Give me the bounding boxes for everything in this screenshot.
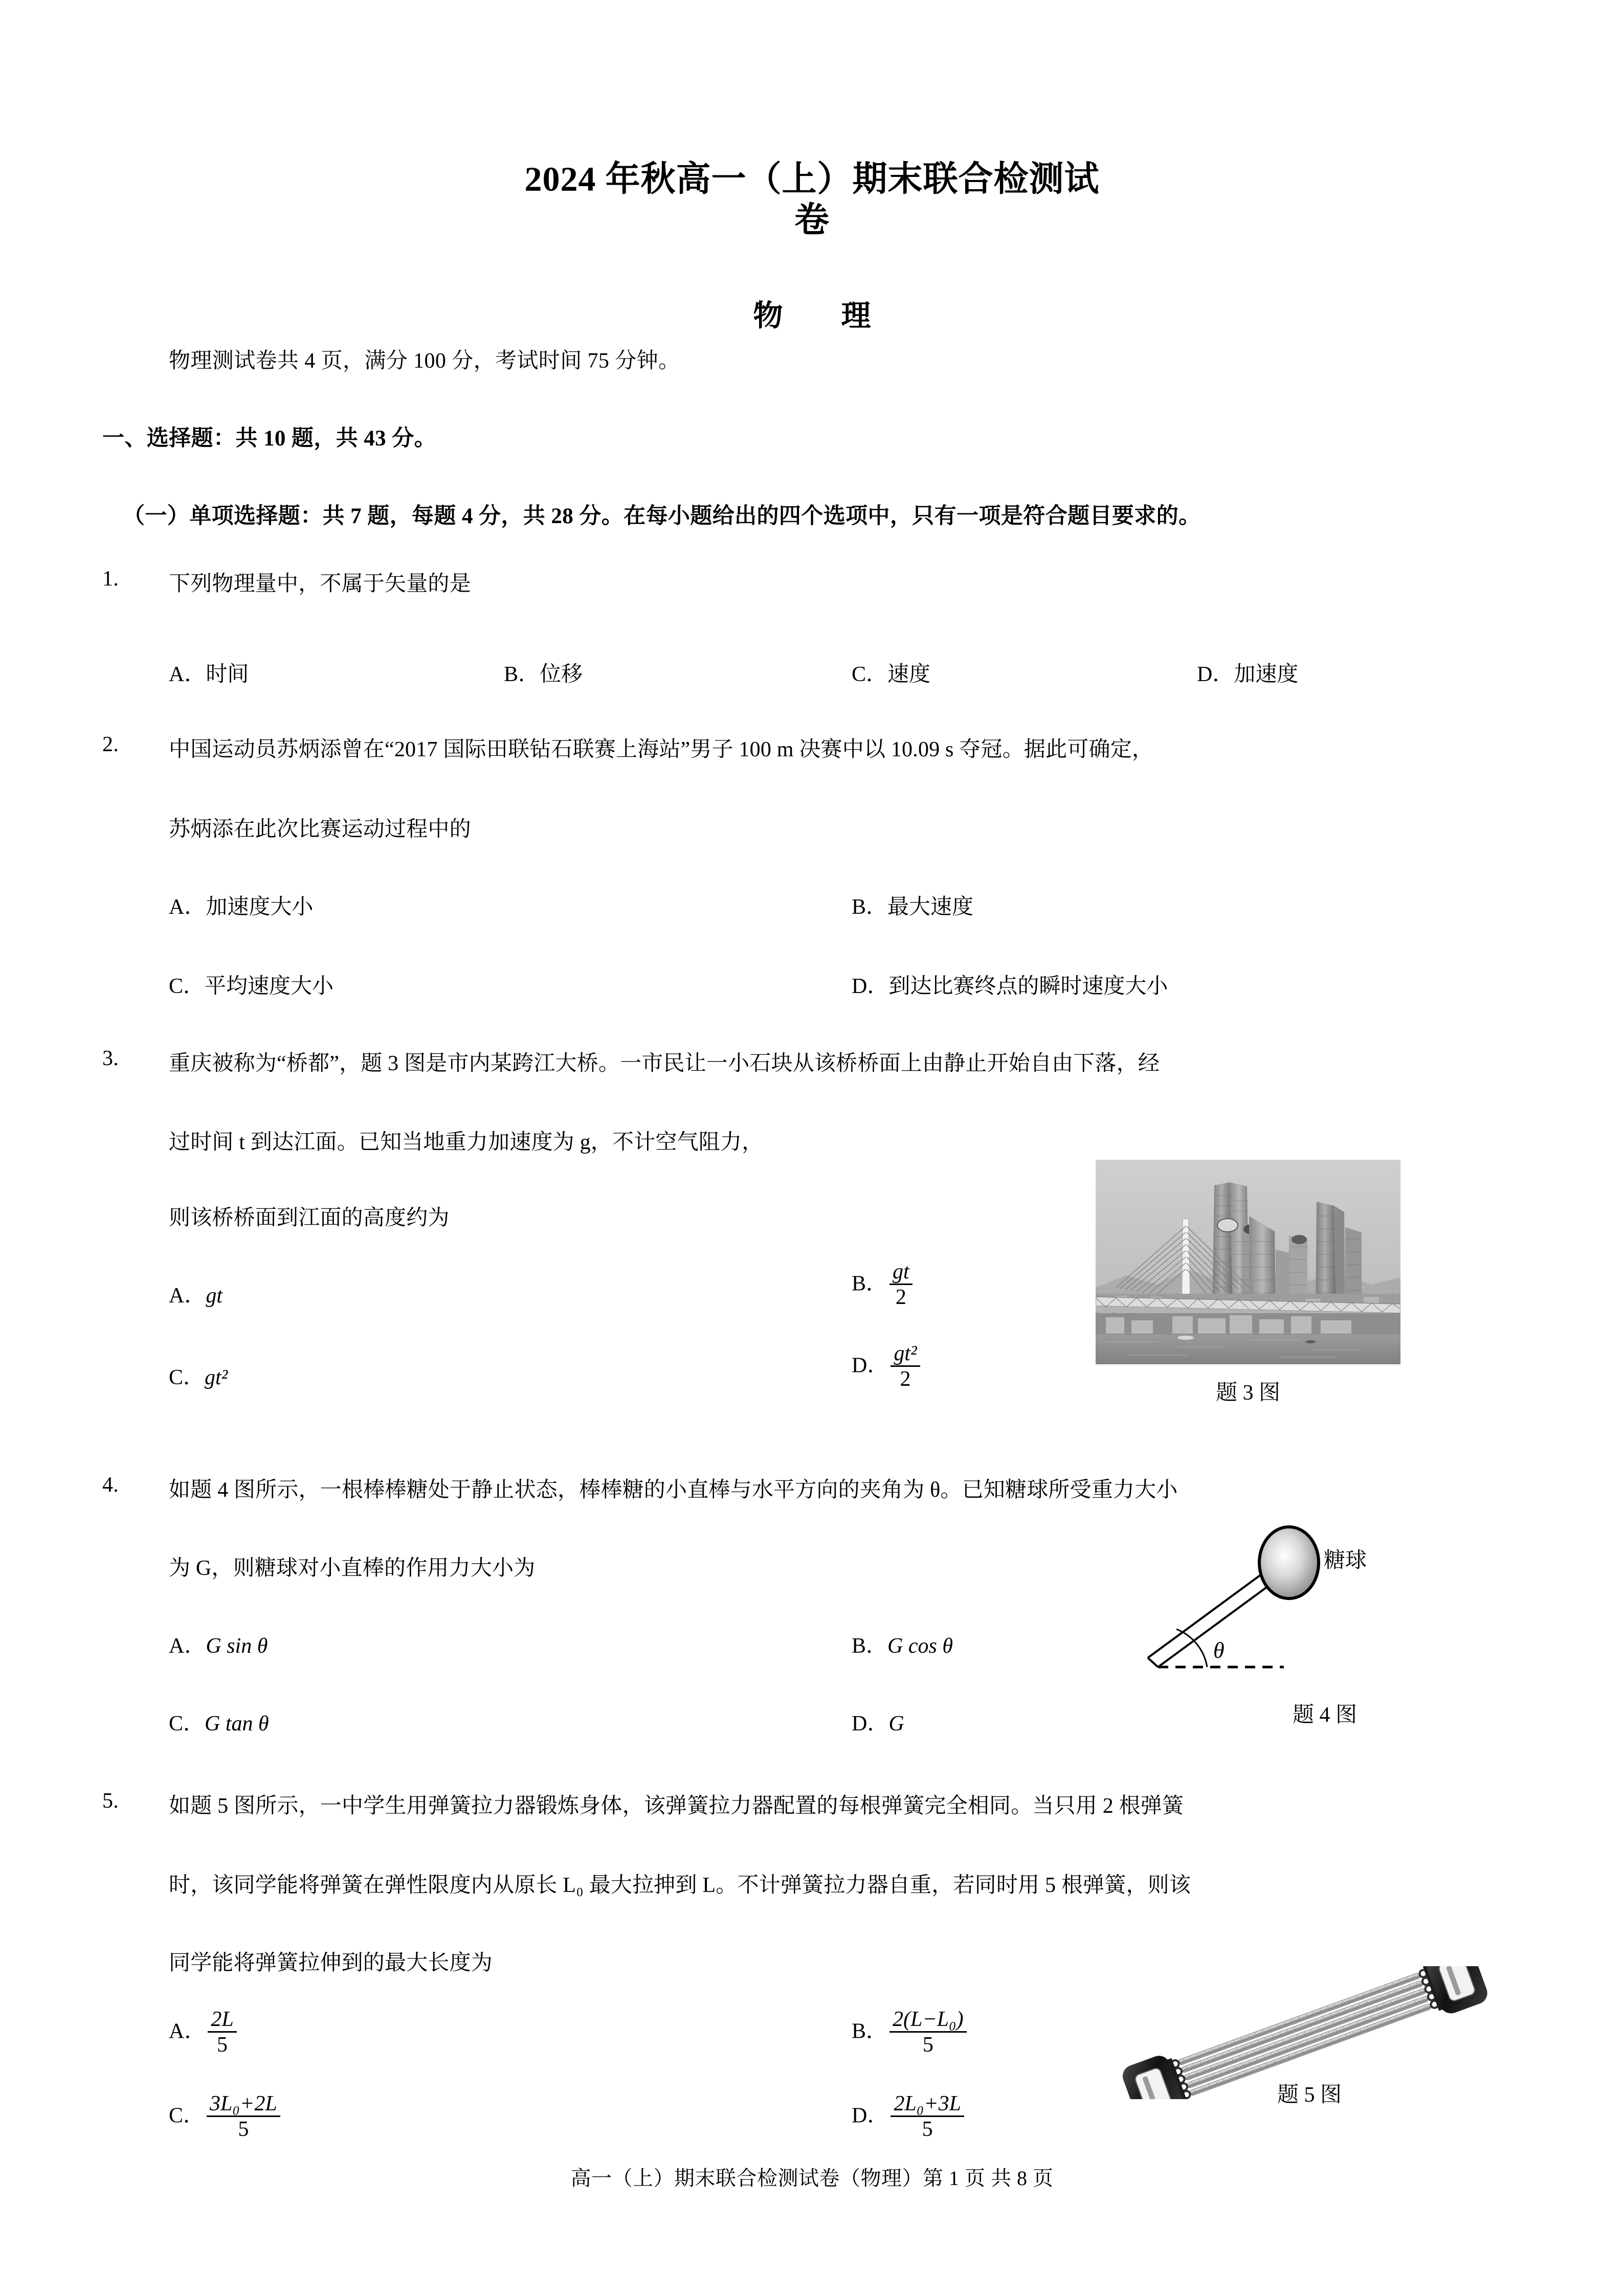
option-label: B． [852, 1634, 888, 1658]
question-4-option-c[interactable] [169, 1706, 269, 1737]
option-label: A． [169, 2019, 206, 2043]
option-expression: gt² [205, 1366, 228, 1389]
question-1-option-a[interactable] [169, 657, 249, 688]
question-2-option-d[interactable] [852, 969, 1168, 1000]
question-4-figure [1136, 1509, 1504, 1677]
fraction-denominator: 5 [922, 2033, 933, 2057]
lollipop-stick [1148, 1570, 1278, 1667]
option-expression: G tan θ [205, 1712, 269, 1736]
option-expression: G cos θ [887, 1634, 953, 1658]
candy-ball [1259, 1527, 1319, 1599]
option-label: A． [169, 1284, 206, 1308]
question-3-figure-caption: 题 3 图 [1215, 1381, 1280, 1405]
option-label: B． [852, 1272, 888, 1296]
question-5-stem-line-1: 如题 5 图所示，一中学生用弹簧拉力器锻炼身体，该弹簧拉力器配置的每根弹簧完全相同。当只用 2 根弹簧 [169, 1794, 1184, 1818]
option-label: C． [169, 975, 205, 998]
question-3-stem-line-2: 过时间 t 到达江面。已知当地重力加速度为 g，不计空气阻力， [169, 1131, 764, 1154]
question-2-option-b[interactable] [852, 890, 973, 920]
fraction [891, 1343, 920, 1390]
question-4-option-b[interactable] [852, 1629, 953, 1659]
fraction [891, 2093, 964, 2140]
question-3-number: 3. [102, 1047, 119, 1070]
question-2-option-a[interactable] [169, 890, 313, 920]
question-4-stem-line-1: 如题 4 图所示，一根棒棒糖处于静止状态，棒棒糖的小直棒与水平方向的夹角为 θ。已知糖球所受重力大小 [169, 1478, 1178, 1502]
section-heading-single-choice: （一）单项选择题：共 7 题，每题 4 分，共 28 分。在每小题给出的四个选项中，只有一项是符合题目要求的。 [123, 504, 1201, 528]
option-label: A． [169, 1634, 206, 1658]
option-expression: G [888, 1712, 904, 1736]
option-label: D． [1197, 663, 1234, 686]
option-label: B． [852, 895, 888, 919]
fraction-denominator: 2 [895, 1286, 906, 1309]
question-2-number: 2. [102, 733, 119, 756]
question-1-number: 1. [102, 567, 119, 591]
option-text: 加速度大小 [206, 895, 314, 919]
option-label: C． [169, 2104, 205, 2128]
question-2-stem-line-1: 中国运动员苏炳添曾在“2017 国际田联钻石联赛上海站”男子 100 m 决赛中以 10.09 s 夺冠。据此可确定， [169, 738, 1154, 761]
option-label: D． [852, 1712, 889, 1736]
section-heading-part-one: 一、选择题：共 10 题，共 43 分。 [102, 426, 436, 451]
option-text: 加速度 [1234, 663, 1299, 686]
question-5-stem-line-3: 同学能将弹簧拉伸到的最大长度为 [169, 1951, 493, 1975]
bridge-skyline-illustration [1096, 1160, 1400, 1364]
question-3-figure-image [1096, 1160, 1400, 1364]
page-title-line2: 卷 [794, 200, 830, 240]
option-text: 位移 [540, 663, 583, 686]
question-1-option-b[interactable] [504, 657, 583, 688]
exam-info: 物理测试卷共 4 页，满分 100 分，考试时间 75 分钟。 [169, 349, 680, 373]
question-4-number: 4. [102, 1473, 119, 1497]
question-3-option-b[interactable] [852, 1262, 915, 1309]
fraction [889, 1261, 913, 1308]
option-label: A． [169, 895, 206, 919]
fraction [207, 2093, 280, 2140]
fraction-numerator: 3L₀+2L [207, 2093, 280, 2117]
option-text: 时间 [206, 663, 249, 686]
option-text: 平均速度大小 [205, 975, 334, 998]
fraction-denominator: 5 [922, 2118, 933, 2141]
option-expression: G sin θ [206, 1634, 268, 1658]
option-label: B． [504, 663, 540, 686]
option-label: A． [169, 663, 206, 686]
question-2-stem-line-2: 苏炳添在此次比赛运动过程中的 [169, 818, 471, 841]
fraction-denominator: 5 [238, 2118, 249, 2141]
page-title-line1: 2024 年秋高一（上）期末联合检测试 [524, 160, 1100, 198]
fraction-numerator: gt² [891, 1343, 920, 1367]
option-label: C． [169, 1712, 205, 1736]
fraction-numerator: 2(L−L₀) [889, 2009, 967, 2033]
option-label: D． [852, 1354, 889, 1378]
fraction-numerator: 2L₀+3L [891, 2093, 964, 2117]
subject-title: 物 理 [753, 299, 885, 332]
option-label: C． [852, 663, 888, 686]
option-expression: gt [206, 1284, 223, 1308]
question-5-option-c[interactable] [169, 2094, 282, 2141]
option-label: D． [852, 2104, 889, 2128]
fraction-numerator: gt [889, 1261, 913, 1285]
option-label: D． [852, 975, 889, 998]
question-5-figure-caption: 题 5 图 [1277, 2083, 1342, 2107]
question-5-option-d[interactable] [852, 2094, 966, 2141]
question-4-stem-line-2: 为 G，则糖球对小直棒的作用力大小为 [169, 1557, 536, 1580]
question-3-option-a[interactable] [169, 1278, 223, 1309]
option-label: C． [169, 1366, 205, 1389]
option-label: B． [852, 2019, 888, 2043]
fraction-denominator: 2 [900, 1367, 911, 1391]
question-4-figure-caption: 题 4 图 [1292, 1703, 1357, 1727]
lollipop-diagram [1136, 1509, 1504, 1677]
option-text: 最大速度 [887, 895, 974, 919]
page-title [0, 159, 1624, 240]
fraction-denominator: 5 [217, 2033, 228, 2057]
question-5-option-a[interactable] [169, 2010, 239, 2057]
question-5-number: 5. [102, 1789, 119, 1813]
question-3-option-c[interactable] [169, 1360, 228, 1391]
option-text: 速度 [887, 663, 931, 686]
question-2-option-c[interactable] [169, 969, 333, 1000]
question-4-option-a[interactable] [169, 1629, 268, 1659]
question-3-option-d[interactable] [852, 1344, 922, 1391]
question-1-option-d[interactable] [1197, 657, 1298, 688]
question-3-stem-line-3: 则该桥桥面到江面的高度约为 [169, 1206, 450, 1230]
page-footer: 高一（上）期末联合检测试卷（物理）第 1 页 共 8 页 [570, 2167, 1054, 2190]
candy-ball-label: 糖球 [1324, 1549, 1367, 1572]
fraction [208, 2009, 236, 2056]
question-3-stem-line-1: 重庆被称为“桥都”，题 3 图是市内某跨江大桥。一市民让一小石块从该桥桥面上由静止开始自由下落，经 [169, 1052, 1160, 1075]
question-1-option-c[interactable] [852, 657, 930, 688]
question-1-stem-line-1: 下列物理量中，不属于矢量的是 [169, 572, 471, 596]
fraction [889, 2009, 967, 2056]
fraction-numerator: 2L [208, 2009, 236, 2033]
angle-label: θ [1213, 1638, 1225, 1663]
question-5-stem-line-2: 时，该同学能将弹簧在弹性限度内从原长 L₀ 最大拉抻到 L。不计弹簧拉力器自重，若同时用 5 根弹簧，则该 [169, 1874, 1191, 1897]
question-5-option-b[interactable] [852, 2010, 969, 2057]
option-text: 到达比赛终点的瞬时速度大小 [888, 975, 1168, 998]
question-4-option-d[interactable] [852, 1706, 904, 1737]
